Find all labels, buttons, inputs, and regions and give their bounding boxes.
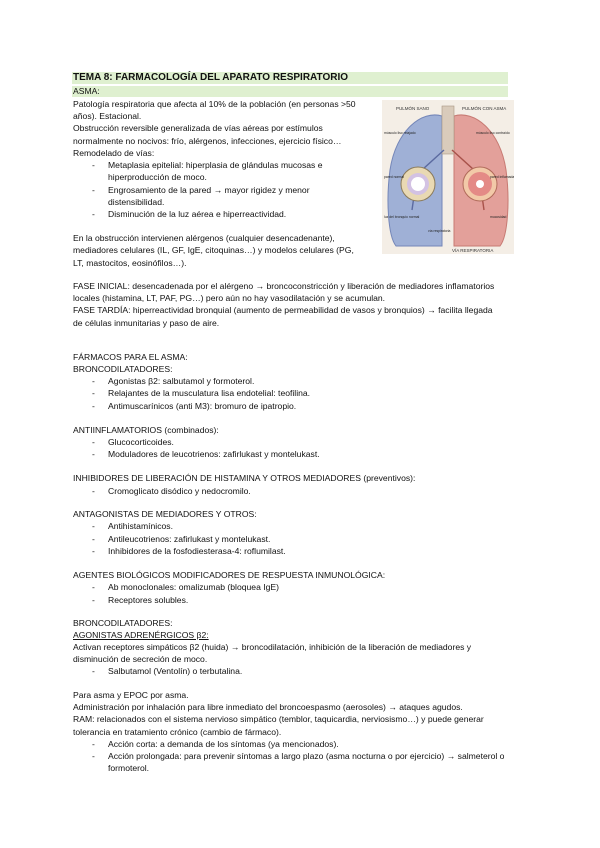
asma-highlight — [72, 86, 508, 97]
paragraph-line: Para asma y EPOC por asma. — [73, 690, 189, 700]
section-heading: AGENTES BIOLÓGICOS MODIFICADORES DE RESPUESTA INMUNOLÓGICA: — [73, 570, 386, 580]
list-item: Disminución de la luz aérea e hiperreactividad. — [108, 209, 287, 219]
page-title: TEMA 8: FARMACOLOGÍA DEL APARATO RESPIRATORIO — [73, 72, 349, 83]
section-heading: ANTAGONISTAS DE MEDIADORES Y OTROS: — [73, 509, 257, 519]
list-item: distensibilidad. — [108, 197, 165, 207]
list-item: Ab monoclonales: omalizumab (bloquea IgE) — [108, 582, 280, 592]
section-heading: BRONCODILATADORES: — [73, 364, 173, 374]
asma-heading: ASMA: — [73, 86, 100, 96]
figure-small-label: pared inflamada — [490, 175, 514, 179]
lung-diagram-svg — [382, 100, 514, 254]
list-item: Salbutamol (Ventolín) o terbutalina. — [108, 666, 243, 676]
bullet-dash: - — [92, 534, 95, 544]
figure-label-right: PULMÓN CON ASMA — [462, 106, 507, 111]
list-item: Engrosamiento de la pared → mayor rigidez y menor — [108, 185, 310, 195]
list-item: Moduladores de leucotrienos: zafirlukast y montelukast. — [108, 449, 320, 459]
list-item: Cromoglicato disódico y nedocromilo. — [108, 486, 251, 496]
list-item: Antimuscarínicos (anti M3): bromuro de ipatropio. — [108, 401, 297, 411]
intro-line: años). Estacional. — [73, 111, 142, 121]
bullet-dash: - — [92, 666, 95, 676]
bullet-dash: - — [92, 449, 95, 459]
bullet-dash: - — [92, 751, 95, 761]
intro-line: Patología respiratoria que afecta al 10% de la población (en personas >50 — [73, 99, 356, 109]
bullet-dash: - — [92, 185, 95, 195]
bullet-dash: - — [92, 160, 95, 170]
list-item: Antihistamínicos. — [108, 521, 173, 531]
paragraph-line: disminución de secreción de moco. — [73, 654, 208, 664]
figure-label-left: PULMÓN SANO — [396, 106, 430, 111]
figure-small-label: luz del bronquio normal — [384, 215, 420, 219]
list-item: Glucocorticoides. — [108, 437, 174, 447]
figure-small-label: músculo liso contraído — [476, 131, 510, 135]
intro-line: Obstrucción reversible generalizada de vías aéreas por estímulos — [73, 123, 323, 133]
paragraph-line: FASE INICIAL: desencadenada por el alérgeno → broncoconstricción y liberación de mediadores inflamatorios — [73, 281, 495, 291]
list-item: Metaplasia epitelial: hiperplasia de glándulas mucosas e — [108, 160, 323, 170]
bullet-dash: - — [92, 739, 95, 749]
bullet-dash: - — [92, 486, 95, 496]
bullet-dash: - — [92, 521, 95, 531]
bullet-dash: - — [92, 595, 95, 605]
list-item: Inhibidores de la fosfodiesterasa-4: roflumilast. — [108, 546, 286, 556]
paragraph-line: tolerancia en tratamiento crónico (cambio de fármaco). — [73, 727, 282, 737]
list-item: Acción prolongada: para prevenir síntomas a largo plazo (asma nocturna o por ejercicio) → salmeterol o — [108, 751, 505, 761]
bullet-dash: - — [92, 546, 95, 556]
intro-line: Remodelado de vías: — [73, 148, 155, 158]
bullet-dash: - — [92, 376, 95, 386]
list-item: formoterol. — [108, 763, 150, 773]
paragraph-line: locales (histamina, LT, PAF, PG…) pero aún no hay vasodilatación y se acumulan. — [73, 293, 386, 303]
figure-small-label: músculo liso relajado — [384, 131, 416, 135]
bullet-dash: - — [92, 437, 95, 447]
list-item: Acción corta: a demanda de los síntomas (ya mencionados). — [108, 739, 339, 749]
paragraph-line: Administración por inhalación para libre inmediato del broncoespasmo (aerosoles) → ataques agudos. — [73, 702, 463, 712]
bullet-dash: - — [92, 388, 95, 398]
figure-small-label: mucosidad — [490, 215, 507, 219]
bullet-dash: - — [92, 401, 95, 411]
list-item: Agonistas β2: salbutamol y formoterol. — [108, 376, 255, 386]
section-heading: INHIBIDORES DE LIBERACIÓN DE HISTAMINA Y OTROS MEDIADORES (preventivos): — [73, 473, 416, 483]
paragraph-line: FASE TARDÍA: hiperreactividad bronquial (aumento de permeabilidad de vasos y bronquios) → facilita llegada — [73, 305, 493, 315]
lung-illustration — [382, 100, 514, 254]
paragraph-line: En la obstrucción intervienen alérgenos (cualquier desencadenante), — [73, 233, 335, 243]
list-item: Relajantes de la musculatura lisa endotelial: teofilina. — [108, 388, 311, 398]
paragraph-line: de células inmunitarias y paso de aire. — [73, 318, 220, 328]
bullet-dash: - — [92, 582, 95, 592]
list-item: hiperproducción de moco. — [108, 172, 207, 182]
subsection-heading: AGONISTAS ADRENÉRGICOS β2: — [73, 630, 209, 640]
figure-small-label: vía respiratoria — [428, 229, 451, 233]
section-heading: BRONCODILATADORES: — [73, 618, 173, 628]
paragraph-line: mediadores celulares (IL, GF, IgE, citoquinas…) y modelos celulares (PG, — [73, 245, 354, 255]
figure-small-label: pared normal — [384, 175, 404, 179]
bullet-dash: - — [92, 209, 95, 219]
figure-label-bottom: VÍA RESPIRATORIA — [452, 248, 494, 253]
list-item: Receptores solubles. — [108, 595, 189, 605]
paragraph-line: Activan receptores simpáticos β2 (huida) → broncodilatación, inhibición de la liberación de mediadores y — [73, 642, 472, 652]
list-item: Antileucotrienos: zafirlukast y montelukast. — [108, 534, 271, 544]
paragraph-line: LT, mastocitos, eosinófilos…). — [73, 258, 187, 268]
section-heading: FÁRMACOS PARA EL ASMA: — [73, 352, 188, 362]
section-heading: ANTIINFLAMATORIOS (combinados): — [73, 425, 219, 435]
paragraph-line: RAM: relacionados con el sistema nervioso simpático (temblor, taquicardia, nerviosismo…) y puede generar — [73, 714, 484, 724]
intro-line: normalmente no nocivos: frío, alérgenos, infecciones, ejercicio físico… — [73, 136, 342, 146]
